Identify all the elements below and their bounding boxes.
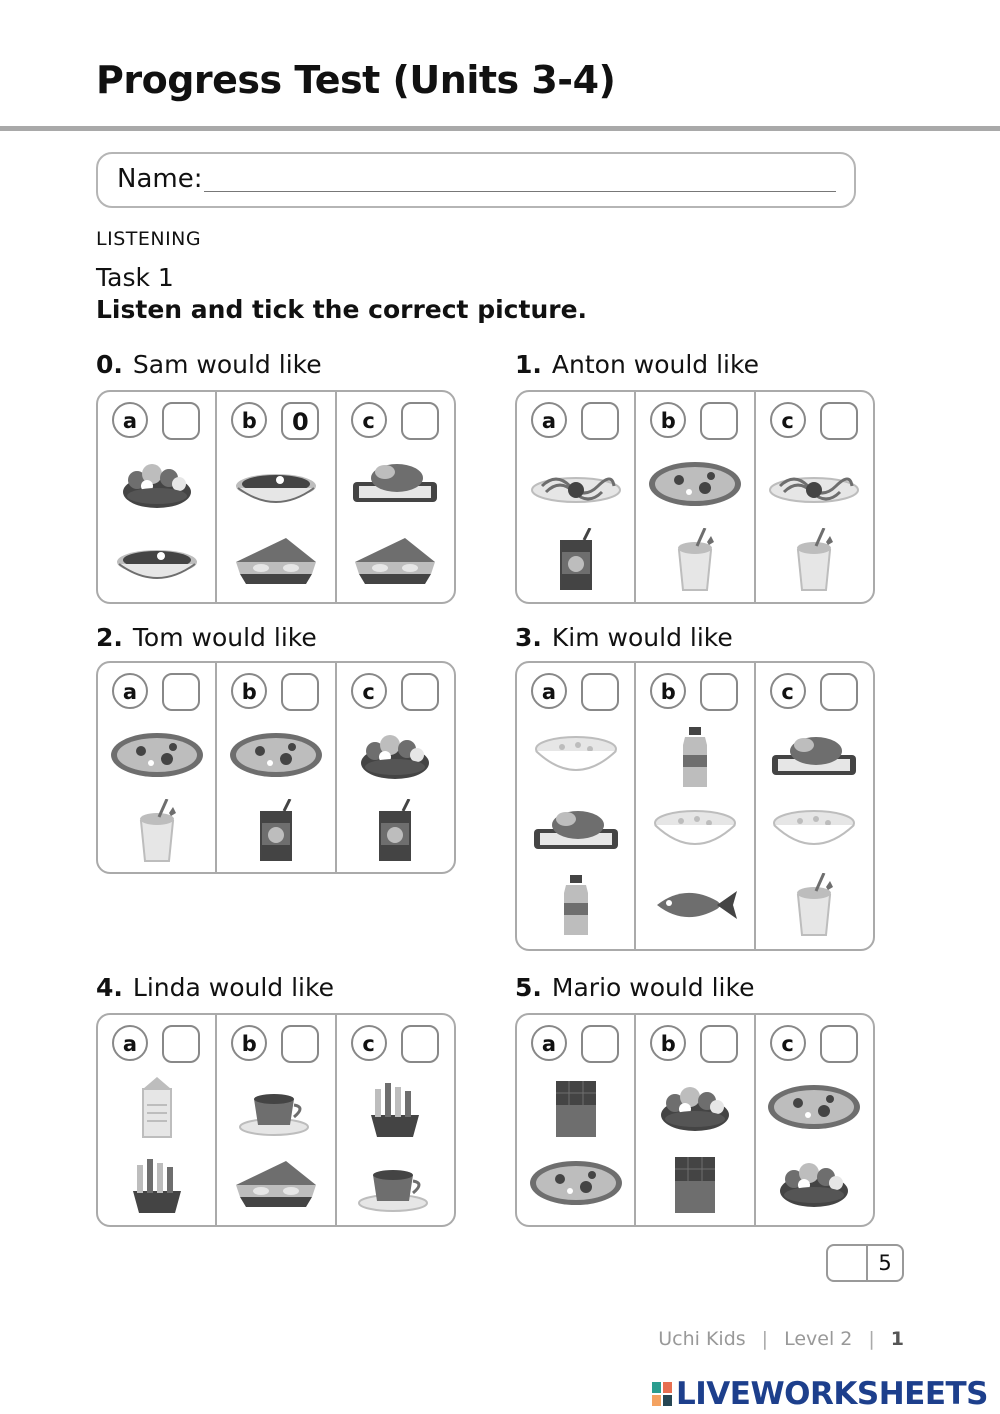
rice-icon [636,799,753,863]
question-title [515,973,754,1002]
option-a[interactable] [517,1015,636,1225]
salad-icon [756,1151,873,1215]
option-c[interactable] [337,1015,454,1225]
name-input-line[interactable] [204,191,836,192]
question-number: 4. [96,973,123,1002]
option-letter: a [531,402,567,438]
pizza-icon [636,452,753,516]
option-letter: b [650,673,686,709]
milkshake-icon [756,873,873,937]
juice-box-icon [217,799,334,863]
roast-chicken-icon [756,725,873,789]
option-a[interactable] [98,663,217,872]
juice-box-icon [337,799,454,863]
score-input[interactable] [828,1246,868,1280]
tea-icon [217,1075,334,1139]
header-divider [0,126,1000,131]
question-title [96,350,322,379]
juice-box-icon [517,528,634,592]
tick-box[interactable] [581,1025,619,1063]
option-letter: b [231,673,267,709]
question-number: 5. [515,973,542,1002]
option-b[interactable] [217,392,336,602]
option-a[interactable] [98,1015,217,1225]
tick-box[interactable] [581,402,619,440]
tick-box[interactable] [700,1025,738,1063]
question-number: 3. [515,623,542,652]
section-heading: LISTENING [96,228,202,250]
option-letter: b [650,1025,686,1061]
question-number: 0. [96,350,123,379]
sandwich-icon [217,528,334,592]
question-title [515,623,733,652]
question-options [515,390,875,604]
roast-chicken-icon [337,452,454,516]
option-b[interactable] [636,1015,755,1225]
spaghetti-icon [517,452,634,516]
tick-box[interactable] [162,673,200,711]
rice-icon [517,725,634,789]
milkshake-icon [636,528,753,592]
salad-icon [337,723,454,787]
footer-separator: | [868,1328,875,1350]
name-label: Name: [117,164,203,194]
tick-box[interactable] [162,1025,200,1063]
option-letter: a [531,1025,567,1061]
option-c[interactable] [756,392,873,602]
name-box [96,152,856,208]
option-a[interactable] [517,663,636,949]
pizza-icon [217,723,334,787]
fries-icon [98,1151,215,1215]
rice-icon [756,799,873,863]
option-c[interactable] [756,1015,873,1225]
option-letter: c [351,402,387,438]
soup-icon [98,528,215,592]
question-text: Linda would like [132,973,334,1002]
fries-icon [337,1075,454,1139]
option-b[interactable] [636,663,755,949]
option-a[interactable] [517,392,636,602]
milkshake-icon [756,528,873,592]
score-box [826,1244,904,1282]
tick-box[interactable] [700,402,738,440]
option-letter: c [351,673,387,709]
option-b[interactable] [636,392,755,602]
footer-page-number: 1 [890,1328,904,1350]
option-letter: a [531,673,567,709]
tick-box[interactable] [700,673,738,711]
option-b[interactable] [217,663,336,872]
task-label: Task 1 [96,263,174,292]
salad-icon [636,1075,753,1139]
question-number: 1. [515,350,542,379]
chocolate-bar-icon [517,1075,634,1139]
option-a[interactable] [98,392,217,602]
question-text: Tom would like [132,623,317,652]
option-letter: c [770,673,806,709]
tick-box[interactable] [401,1025,439,1063]
pizza-icon [756,1075,873,1139]
milkshake-icon [98,799,215,863]
fish-icon [636,873,753,937]
question-options [515,1013,875,1227]
footer-separator: | [761,1328,769,1350]
question-title [515,350,759,379]
question-title [96,973,334,1002]
option-letter: b [231,402,267,438]
liveworksheets-logo [652,1376,988,1412]
question-text: Sam would like [132,350,322,379]
chocolate-bar-icon [636,1151,753,1215]
option-letter: b [231,1025,267,1061]
tick-box[interactable] [820,1025,858,1063]
question-options [96,661,456,874]
footer-brand: Uchi Kids [658,1328,746,1350]
pizza-icon [98,723,215,787]
option-letter: c [770,1025,806,1061]
water-bottle-icon [636,725,753,789]
task-instruction: Listen and tick the correct picture. [96,295,588,324]
option-letter: c [351,1025,387,1061]
tick-box[interactable] [820,402,858,440]
tick-box[interactable] [281,1025,319,1063]
question-options [96,390,456,604]
sandwich-icon [217,1151,334,1215]
pizza-icon [517,1151,634,1215]
option-c[interactable] [756,663,873,949]
question-number: 2. [96,623,123,652]
milk-carton-icon [98,1075,215,1139]
question-text: Mario would like [551,973,755,1002]
option-c[interactable] [337,663,454,872]
question-options [96,1013,456,1227]
sandwich-icon [337,528,454,592]
tick-box[interactable] [281,673,319,711]
tick-box[interactable] [401,673,439,711]
option-letter: c [770,402,806,438]
option-letter: a [112,673,148,709]
tick-box[interactable] [401,402,439,440]
tick-box[interactable] [581,673,619,711]
footer-level: Level 2 [784,1328,853,1350]
water-bottle-icon [517,873,634,937]
question-options [515,661,875,951]
score-total: 5 [878,1251,892,1275]
liveworksheets-wordmark: LIVEWORKSHEETS [676,1376,988,1412]
option-letter: a [112,402,148,438]
option-letter: a [112,1025,148,1061]
roast-chicken-icon [517,799,634,863]
tick-box[interactable] [162,402,200,440]
question-text: Kim would like [551,623,733,652]
salad-icon [98,452,215,516]
spaghetti-icon [756,452,873,516]
option-c[interactable] [337,392,454,602]
question-title [96,623,317,652]
liveworksheets-icon [652,1382,672,1406]
soup-icon [217,452,334,516]
option-letter: b [650,402,686,438]
tea-icon [337,1151,454,1215]
question-text: Anton would like [551,350,759,379]
page-title: Progress Test (Units 3-4) [96,58,616,102]
footer [658,1328,904,1350]
tick-box[interactable]: 0 [281,402,319,440]
option-b[interactable] [217,1015,336,1225]
tick-box[interactable] [820,673,858,711]
